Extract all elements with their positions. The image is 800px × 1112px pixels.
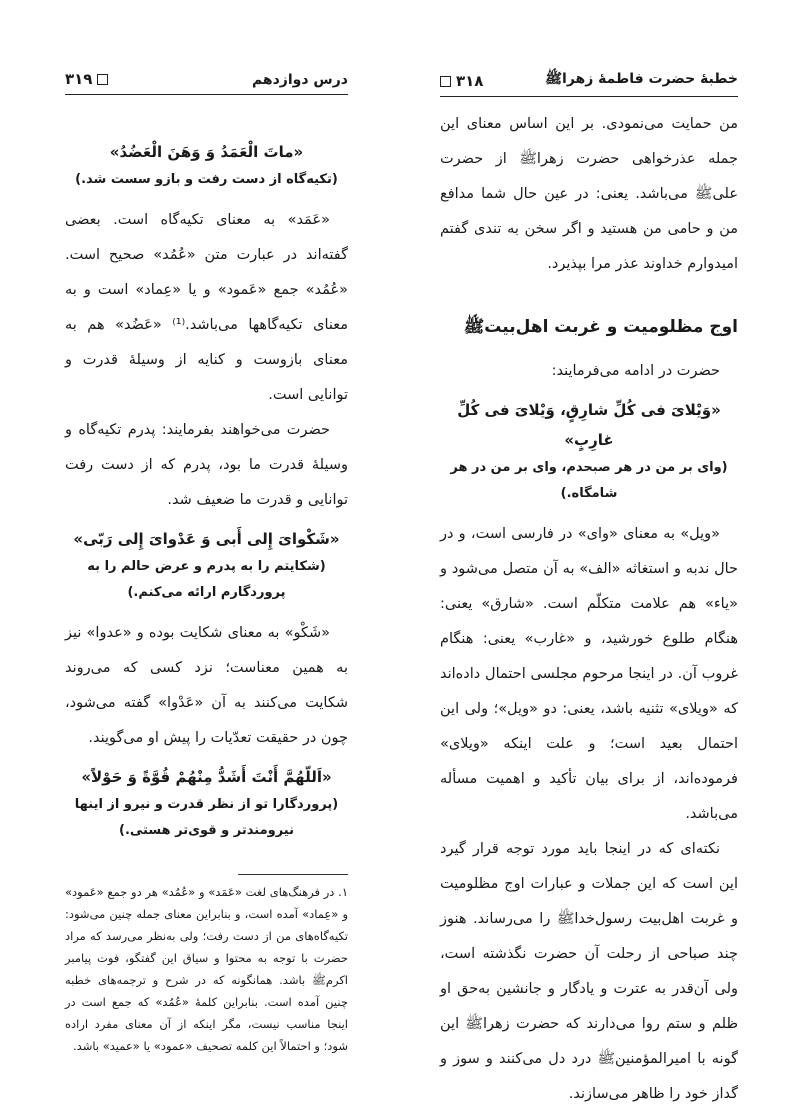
arabic-quote: «وَیْلایَ فی کُلِّ شارِقٍ، وَیْلایَ فی کُلِّ غارِبٍ» [457,401,721,449]
quote-translation: (تکیه‌گاه از دست رفت و بازو سست شد.) [75,172,338,187]
arabic-quote: «اَللّهُمَّ أَنْتَ أَشَدُّ مِنْهُمْ قُوَّةً وَ حَوْلاً» [81,768,332,786]
page-header [65,70,348,95]
paragraph: نکته‌ای که در اینجا باید مورد توجه قرار گیرد این است که این جملات و عبارات اوج مظلومیت و غربت اهل‌بیت رسول‌خداﷺ را می‌رساند. هنوز چند صباحی از رحلت آن حضرت نگذشته است، ولی آن‌قدر به عترت و یادگار و جانشین به‌حق او ظلم و ستم روا می‌دارند که حضرت زهراﷺ این گونه با امیرالمؤمنینﷺ درد دل می‌کنند و سوز و گداز خود را ظاهر می‌سازند. [440,841,738,1102]
footnote: ۱. در فرهنگ‌های لغت «عَمَد» و «عُمُد» هر دو جمع «عَمود» و «عِماد» آمده است، و بنابراین معنای جمله چنین می‌شود: تکیه‌گاه‌های من از دست رفت؛ ولی به‌نظر می‌رسد که مراد حضرت با توجه به محتوا و سیاق این گفتگو، فوت پیامبر اکرمﷺ باشد. همانگونه که در شرح و ترجمه‌های خطبه چنین آمده است. بنابراین کلمهٔ «عُمُد» که جمع است در اینجا مناسب نیست، مگر اینکه از آن معنای مفرد اراده شود؛ و احتمالاً این کلمه تصحیف «عمود» یا «عمید» باشد. [65,885,348,1053]
page-number: ۳۱۸ [440,72,483,90]
paragraph: «ویل» به معنای «وای» در فارسی است، و در حال ندبه و استغاثه «الف» به آن متصل می‌شود و «یاء» هم علامت متکلّم است. «شارق» یعنی: هنگام طلوع خورشید، و «غارب» یعنی: هنگام غروب آن. در اینجا مرحوم مجلسی احتمال داده‌اند که «ویلای» تثنیه باشد، یعنی: دو «ویل»؛ ولی این احتمال بعید است؛ و علت اینکه «ویلای» فرموده‌اند، از برای بیان تأکید و اهمیت مسأله می‌باشد. [440,526,738,822]
square-icon [440,76,451,87]
quote-translation: (شکایتم را به پدرم و عرض حالم را به پروردگارم ارائه می‌کنم.) [87,559,326,600]
quote-translation: (وای بر من در هر صبحدم، وای بر من در هر شامگاه.) [450,460,728,501]
page-319 [0,0,400,1100]
footnote-divider [238,874,348,875]
quote-translation: (پروردگارا تو از نظر قدرت و نیرو از اینها نیرومندتر و قوی‌تر هستی.) [74,797,339,838]
paragraph: «عَمَد» به معنای تکیه‌گاه است. بعضی گفته‌اند در عبارت متن «عُمُد» صحیح است. «عُمُد» جمع «عَمود» و یا «عِماد» است و به معنای تکیه‌گاهها می‌باشد.⁽¹⁾ «عَضُد» هم به معنای بازوست و کنایه از وسیلهٔ قدرت و توانایی است. [65,212,349,403]
arabic-quote: «شَکْوایَ إِلی أَبی وَ عَدْوایَ إِلی رَبّی» [73,530,340,548]
section-heading: اوج مظلومیت و غربت اهل‌بیتﷺ [463,317,738,337]
paragraph: من حمایت می‌نمودی. بر این اساس معنای این جمله عذرخواهی حضرت زهراﷺ از حضرت علیﷺ می‌باشد. یعنی: در عین حال شما مدافع من و حامی من هستید و اگر سخن به تندی گفتم امیدوارم خداوند عذر مرا بپذیرد. [440,116,738,272]
arabic-quote: «ماتَ الْعَمَدُ وَ وَهَنَ الْعَضُدُ» [109,143,304,161]
page-header [440,70,738,97]
paragraph: حضرت می‌خواهند بفرمایند: پدرم تکیه‌گاه و وسیلهٔ قدرت ما بود، پدرم که از دست رفت توانایی و قدرت ما ضعیف شد. [65,422,348,508]
header-title: خطبهٔ حضرت فاطمهٔ زهراﷺ [545,71,738,87]
header-title: درس دوازدهم [251,72,348,88]
page-318 [400,0,800,1100]
paragraph-intro: حضرت در ادامه می‌فرمایند: [551,363,720,379]
paragraph: «شَکْو» به معنای شکایت بوده و «عدوا» نیز به همین معناست؛ نزد کسی که می‌روند شکایت می‌کنند به آن «عَدْوا» گفته می‌شود، چون در حقیقت تعدّیات را پیش او می‌گویند. [65,625,348,746]
square-icon [97,74,108,85]
page-number: ۳۱۹ [65,70,108,88]
